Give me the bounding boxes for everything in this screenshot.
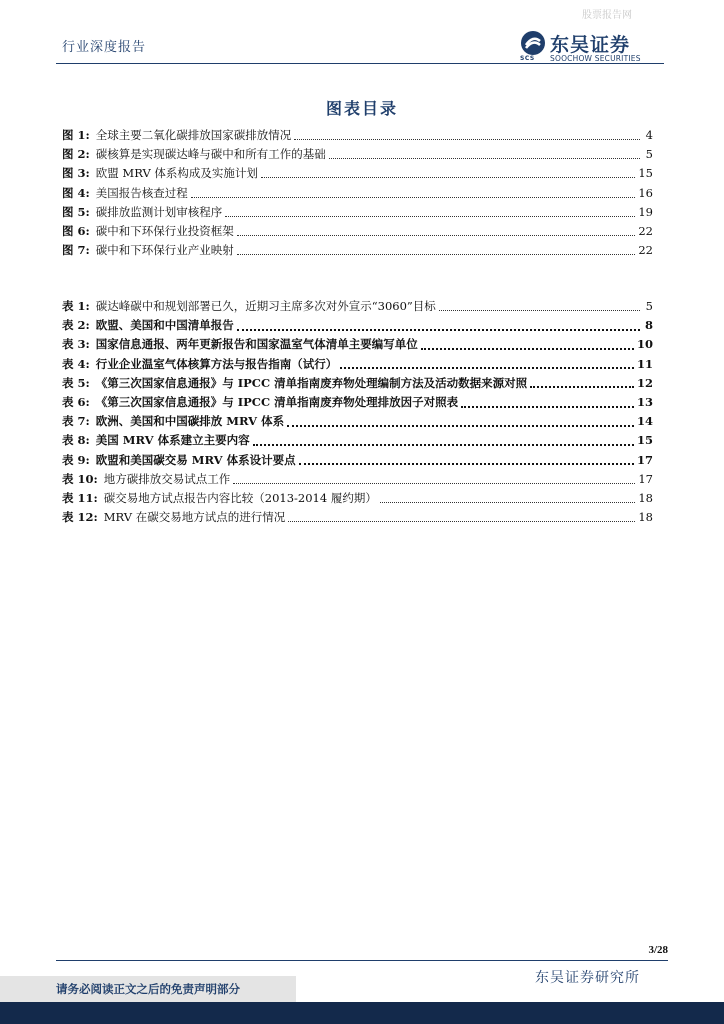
footer-bar <box>0 1002 724 1024</box>
toc-entry-number: 表 1: <box>62 299 90 313</box>
toc-entry-title: 《第三次国家信息通报》与 IPCC 清单指南废弃物处理编制方法及活动数据来源对照 <box>95 375 528 390</box>
company-logo <box>520 30 670 64</box>
toc-leader-dots <box>233 483 635 484</box>
toc-entry-page: 11 <box>636 356 653 371</box>
toc-entry-page: 15 <box>638 166 653 181</box>
toc-entry-title: 碳交易地方试点报告内容比较（2013-2014 履约期） <box>103 490 377 505</box>
toc-entry-number: 表 4: <box>62 356 90 371</box>
toc-entry-title: 全球主要二氧化碳排放国家碳排放情况 <box>95 128 292 142</box>
toc-leader-dots <box>294 139 640 140</box>
toc-entry-title: 碳核算是实现碳达峰与碳中和所有工作的基础 <box>95 147 326 162</box>
logo-name-en: SOOCHOW SECURITIES <box>550 54 641 63</box>
toc-entry-title: 欧盟 MRV 体系构成及实施计划 <box>95 166 258 181</box>
toc-entry-page: 17 <box>636 452 653 467</box>
toc-entry-page: 22 <box>638 243 653 258</box>
toc-leader-dots <box>299 463 634 465</box>
header-divider <box>56 63 664 64</box>
toc-leader-dots <box>237 235 636 236</box>
toc-title: 图表目录 <box>325 99 398 118</box>
toc-entry[interactable] <box>62 412 653 431</box>
toc-entry[interactable] <box>62 374 653 393</box>
toc-entry[interactable] <box>62 203 653 222</box>
toc-entry[interactable] <box>62 431 653 450</box>
toc-entry-number: 图 6: <box>62 223 90 238</box>
footer-institute: 东吴证券研究所 <box>535 970 640 986</box>
toc-entry[interactable] <box>62 335 653 354</box>
toc-entry-page: 8 <box>644 318 653 333</box>
toc-entry[interactable] <box>62 393 653 412</box>
toc-entry[interactable] <box>62 126 653 145</box>
toc-entry-number: 表 10: <box>62 471 98 486</box>
toc-entry-page: 16 <box>638 185 653 200</box>
table-list <box>62 297 653 527</box>
toc-entry-title: 碳中和下环保行业产业映射 <box>95 243 234 258</box>
toc-leader-dots <box>340 367 634 369</box>
toc-entry-page: 17 <box>638 471 653 486</box>
toc-leader-dots <box>191 197 636 198</box>
toc-entry-number: 图 7: <box>62 243 90 258</box>
toc-entry-number: 图 4: <box>62 185 90 200</box>
toc-entry-page: 4 <box>645 128 653 142</box>
toc-leader-dots <box>287 425 634 427</box>
toc-entry-title: 美国 MRV 体系建立主要内容 <box>95 433 250 448</box>
toc-entry-title: 碳排放监测计划审核程序 <box>95 204 223 219</box>
toc-entry[interactable] <box>62 451 653 470</box>
toc-entry[interactable] <box>62 164 653 183</box>
toc-entry-number: 图 1: <box>62 128 90 142</box>
toc-entry[interactable] <box>62 145 653 164</box>
toc-entry[interactable] <box>62 241 653 260</box>
toc-entry-number: 表 12: <box>62 510 98 525</box>
toc-entry[interactable] <box>62 355 653 374</box>
toc-entry-page: 5 <box>645 299 653 313</box>
toc-entry-page: 19 <box>638 204 653 219</box>
toc-leader-dots <box>380 502 636 503</box>
toc-entry-page: 12 <box>636 375 653 390</box>
toc-entry[interactable] <box>62 470 653 489</box>
toc-entry-number: 图 3: <box>62 166 90 181</box>
toc-entry-title: MRV 在碳交易地方试点的进行情况 <box>103 510 286 525</box>
toc-entry-page: 18 <box>638 510 653 525</box>
toc-entry[interactable] <box>62 184 653 203</box>
toc-entry-page: 14 <box>636 414 653 429</box>
toc-entry-title: 美国报告核查过程 <box>95 185 188 200</box>
toc-entry-title: 欧盟和美国碳交易 MRV 体系设计要点 <box>95 452 296 467</box>
toc-entry-title: 碳中和下环保行业投资框架 <box>95 223 234 238</box>
toc-entry-page: 22 <box>638 223 653 238</box>
toc-entry-title: 欧盟、美国和中国清单报告 <box>95 318 234 333</box>
toc-entry-title: 地方碳排放交易试点工作 <box>103 471 231 486</box>
toc-entry-page: 13 <box>636 394 653 409</box>
toc-leader-dots <box>237 329 640 331</box>
toc-entry[interactable] <box>62 297 653 316</box>
logo-short-name: SCS <box>520 55 535 62</box>
toc-entry-number: 表 7: <box>62 414 90 429</box>
watermark: 股票报告网 <box>582 10 632 21</box>
soochow-logo-icon <box>520 30 546 56</box>
toc-entry[interactable] <box>62 508 653 527</box>
toc-leader-dots <box>288 521 635 522</box>
footer-divider <box>56 960 668 961</box>
figure-list <box>62 126 653 260</box>
toc-entry[interactable] <box>62 222 653 241</box>
toc-leader-dots <box>261 177 635 178</box>
toc-entry[interactable] <box>62 489 653 508</box>
toc-entry-page: 18 <box>638 490 653 505</box>
toc-entry-title: 《第三次国家信息通报》与 IPCC 清单指南废弃物处理排放因子对照表 <box>95 394 459 409</box>
toc-entry-title: 行业企业温室气体核算方法与报告指南（试行） <box>95 356 338 371</box>
toc-leader-dots <box>253 444 634 446</box>
toc-entry-page: 5 <box>645 147 653 162</box>
toc-entry-title: 欧洲、美国和中国碳排放 MRV 体系 <box>95 414 285 429</box>
toc-entry-number: 表 3: <box>62 337 90 352</box>
toc-leader-dots <box>439 310 640 311</box>
toc-entry-number: 表 6: <box>62 394 90 409</box>
toc-entry[interactable] <box>62 316 653 335</box>
toc-entry-number: 表 5: <box>62 375 90 390</box>
logo-name-cn: 东吴证券 <box>550 34 631 56</box>
toc-entry-page: 10 <box>636 337 653 352</box>
page-number: 3/28 <box>648 944 668 956</box>
toc-entry-page: 15 <box>636 433 653 448</box>
report-category: 行业深度报告 <box>62 40 147 55</box>
toc-entry-number: 表 9: <box>62 452 90 467</box>
toc-entry-title: 碳达峰碳中和规划部署已久，近期习主席多次对外宣示“3060”目标 <box>95 299 436 313</box>
toc-entry-number: 图 2: <box>62 147 90 162</box>
toc-leader-dots <box>329 158 640 159</box>
toc-entry-title: 国家信息通报、两年更新报告和国家温室气体清单主要编写单位 <box>95 337 418 352</box>
footer-disclaimer: 请务必阅读正文之后的免责声明部分 <box>56 982 240 996</box>
toc-entry-number: 表 2: <box>62 318 90 333</box>
toc-entry-number: 图 5: <box>62 204 90 219</box>
toc-leader-dots <box>225 216 635 217</box>
toc-entry-number: 表 8: <box>62 433 90 448</box>
toc-entry-number: 表 11: <box>62 490 98 505</box>
toc-leader-dots <box>461 406 634 408</box>
toc-leader-dots <box>421 348 634 350</box>
toc-leader-dots <box>237 254 636 255</box>
toc-leader-dots <box>530 386 634 388</box>
